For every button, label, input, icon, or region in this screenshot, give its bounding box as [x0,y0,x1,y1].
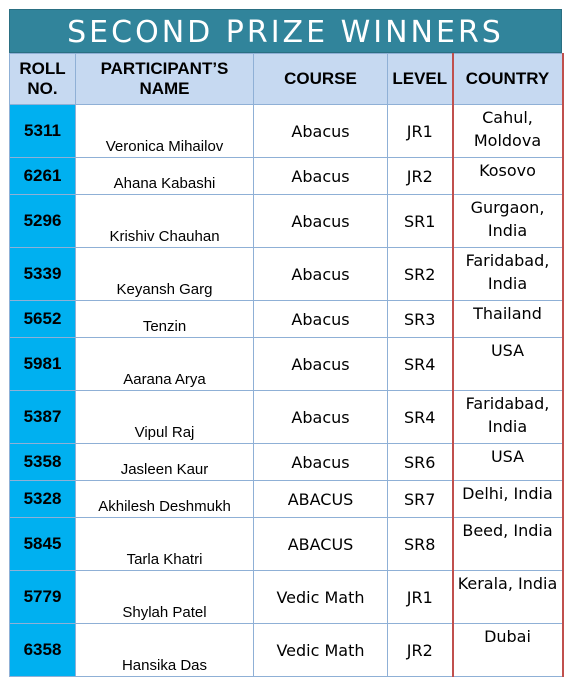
course-cell: Abacus [254,391,388,444]
table-row [10,105,563,158]
level-cell: SR7 [388,481,453,518]
country-cell: Kosovo [453,158,563,195]
level-cell: SR4 [388,391,453,444]
header-roll: ROLL NO. [10,54,76,105]
table-row [10,481,563,518]
table-row [10,571,563,624]
table-row [10,158,563,195]
course-cell: Abacus [254,444,388,481]
name-cell: Hansika Das [76,624,254,677]
level-cell: SR8 [388,518,453,571]
country-cell: Faridabad, India [453,248,563,301]
name-cell: Tenzin [76,301,254,338]
course-cell: Abacus [254,248,388,301]
country-cell: Dubai [453,624,563,677]
country-cell: Kerala, India [453,571,563,624]
name-cell: Tarla Khatri [76,518,254,571]
name-cell: Ahana Kabashi [76,158,254,195]
roll-cell: 6261 [10,158,76,195]
level-cell: SR1 [388,195,453,248]
country-cell: USA [453,338,563,391]
name-cell: Aarana Arya [76,338,254,391]
page-title: SECOND PRIZE WINNERS [9,9,562,53]
roll-cell: 5311 [10,105,76,158]
level-cell: SR3 [388,301,453,338]
roll-cell: 5652 [10,301,76,338]
name-cell: Akhilesh Deshmukh [76,481,254,518]
roll-cell: 5328 [10,481,76,518]
course-cell: Abacus [254,158,388,195]
table-row [10,248,563,301]
level-cell: SR4 [388,338,453,391]
winners-sheet [9,9,562,677]
course-cell: Abacus [254,105,388,158]
name-cell: Krishiv Chauhan [76,195,254,248]
country-cell: Delhi, India [453,481,563,518]
country-cell: Gurgaon, India [453,195,563,248]
table-row [10,391,563,444]
roll-cell: 6358 [10,624,76,677]
table-row [10,301,563,338]
name-cell: Jasleen Kaur [76,444,254,481]
header-country: COUNTRY [453,54,563,105]
course-cell: ABACUS [254,481,388,518]
roll-cell: 5845 [10,518,76,571]
level-cell: JR2 [388,158,453,195]
course-cell: Vedic Math [254,571,388,624]
country-cell: Thailand [453,301,563,338]
course-cell: Abacus [254,338,388,391]
level-cell: JR1 [388,571,453,624]
course-cell: ABACUS [254,518,388,571]
roll-cell: 5339 [10,248,76,301]
table-row [10,518,563,571]
header-level: LEVEL [388,54,453,105]
table-row [10,195,563,248]
course-cell: Abacus [254,301,388,338]
roll-cell: 5779 [10,571,76,624]
table-row [10,338,563,391]
winners-table [9,53,564,677]
name-cell: Vipul Raj [76,391,254,444]
level-cell: SR6 [388,444,453,481]
level-cell: JR2 [388,624,453,677]
country-cell: USA [453,444,563,481]
country-cell: Beed, India [453,518,563,571]
roll-cell: 5358 [10,444,76,481]
name-cell: Veronica Mihailov [76,105,254,158]
country-cell: Faridabad, India [453,391,563,444]
table-row [10,444,563,481]
course-cell: Abacus [254,195,388,248]
country-cell: Cahul, Moldova [453,105,563,158]
roll-cell: 5387 [10,391,76,444]
roll-cell: 5296 [10,195,76,248]
level-cell: SR2 [388,248,453,301]
name-cell: Keyansh Garg [76,248,254,301]
level-cell: JR1 [388,105,453,158]
name-cell: Shylah Patel [76,571,254,624]
header-course: COURSE [254,54,388,105]
table-row [10,624,563,677]
roll-cell: 5981 [10,338,76,391]
header-name: PARTICIPANT’S NAME [76,54,254,105]
table-header-row [10,54,563,105]
course-cell: Vedic Math [254,624,388,677]
